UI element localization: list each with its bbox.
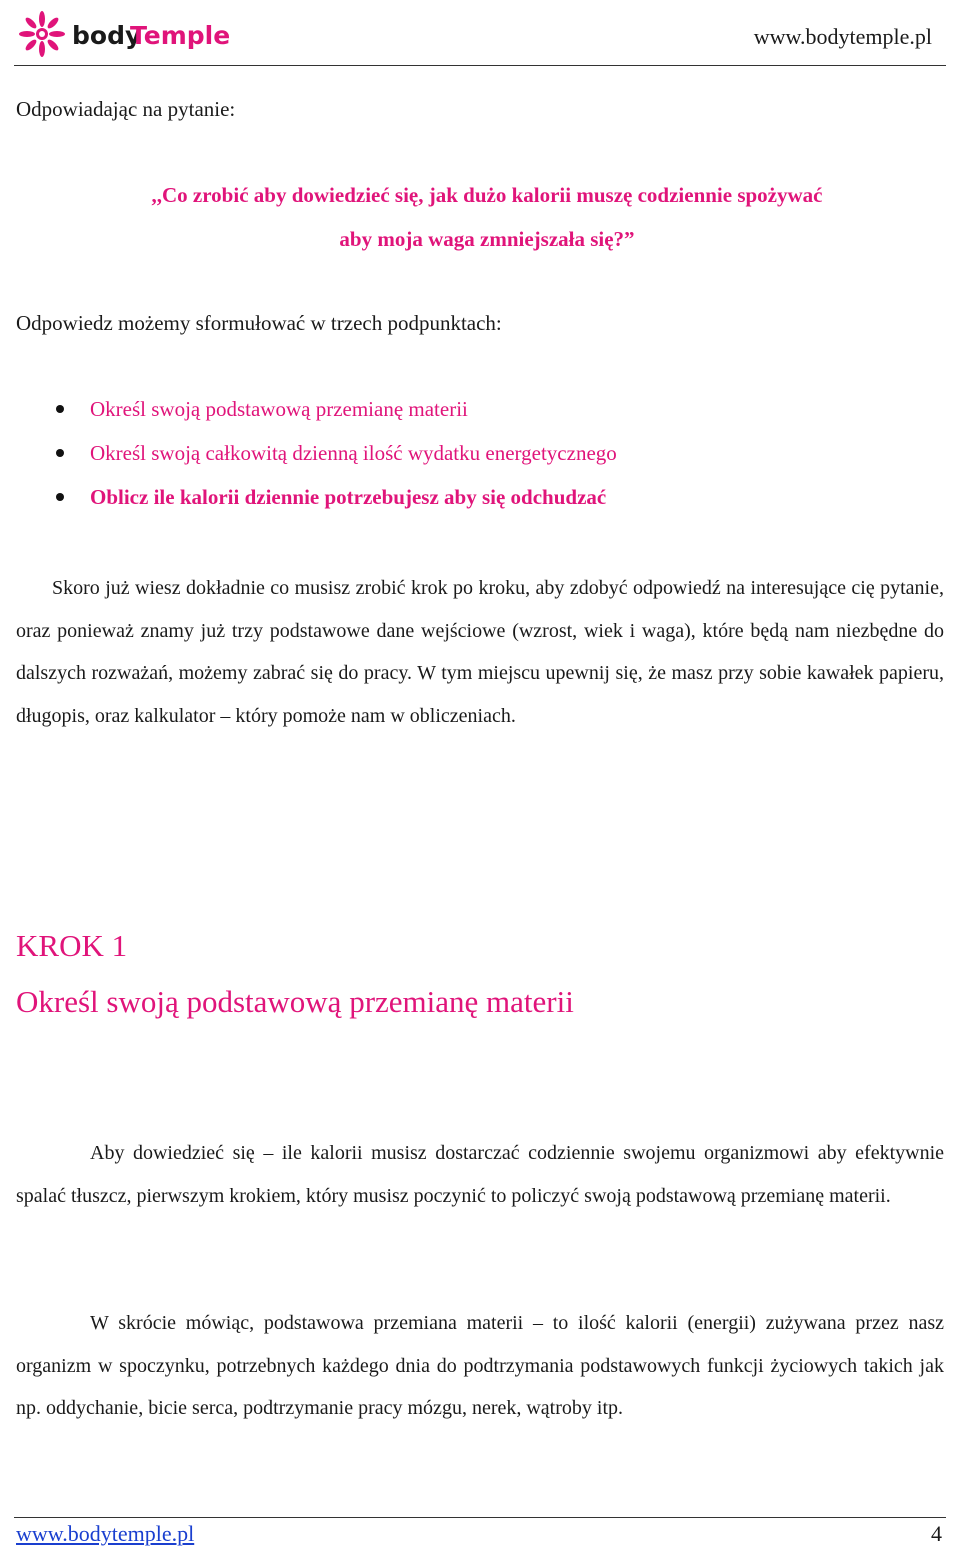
question-line-1: ,,Co zrobić aby dowiedzieć się, jak dużo kalorii muszę codziennie spożywać	[151, 183, 823, 207]
paragraph-step1-intro: Aby dowiedzieć się – ile kalorii musisz dostarczać codziennie swojemu organizmowi aby efektywnie spalać tłuszcz, pierwszym krokiem, który musisz poczynić to policzyć swoją podstawową przemianę materii.	[16, 1142, 944, 1207]
list-item: Określ swoją całkowitą dzienną ilość wydatku energetycznego	[52, 432, 617, 476]
svg-text:Temple: Temple	[130, 21, 231, 50]
header-divider	[14, 65, 946, 66]
footer-link[interactable]: www.bodytemple.pl	[16, 1521, 195, 1546]
question-line-2: aby moja waga zmniejszała się?”	[339, 227, 635, 251]
bullet-icon	[56, 405, 64, 413]
section-heading: KROK 1	[16, 928, 128, 963]
list-item: Oblicz ile kalorii dziennie potrzebujesz aby się odchudzać	[52, 476, 617, 520]
page-header	[14, 4, 946, 64]
footer-divider	[14, 1517, 946, 1518]
section-subheading: Określ swoją podstawową przemianę materii	[16, 984, 574, 1019]
svg-text:body: body	[72, 21, 142, 50]
header-url[interactable]: www.bodytemple.pl	[753, 24, 932, 49]
page-number: 4	[931, 1521, 942, 1546]
sun-flower-icon	[19, 11, 65, 57]
list-item: Określ swoją podstawową przemianę materii	[52, 388, 617, 432]
steps-list	[52, 388, 617, 520]
bullet-icon	[56, 449, 64, 457]
lead-text: Odpowiedz możemy sformułować w trzech podpunktach:	[16, 311, 502, 335]
intro-text: Odpowiadając na pytanie:	[16, 97, 236, 121]
bodytemple-logo	[14, 4, 231, 64]
paragraph-intro: Skoro już wiesz dokładnie co musisz zrobić krok po kroku, aby zdobyć odpowiedź na interesujące cię pytanie, oraz ponieważ znamy już trzy podstawowe dane wejściowe (wzrost, wiek i waga), które będą nam niezbędne do dalszych rozważań, możemy zabrać się do pracy. W tym miejscu upewnij się, że masz przy sobie kawałek papieru, długopis, oraz kalkulator – który pomoże nam w obliczeniach.	[16, 577, 944, 727]
paragraph-definition: W skrócie mówiąc, podstawowa przemiana materii – to ilość kalorii (energii) zużywana przez nasz organizm w spoczynku, potrzebnych każdego dnia do podtrzymania podstawowych funkcji życiowych takich jak np. oddychanie, bicie serca, podtrzymanie pracy mózgu, nerek, wątroby itp.	[16, 1312, 944, 1419]
bullet-icon	[56, 493, 64, 501]
